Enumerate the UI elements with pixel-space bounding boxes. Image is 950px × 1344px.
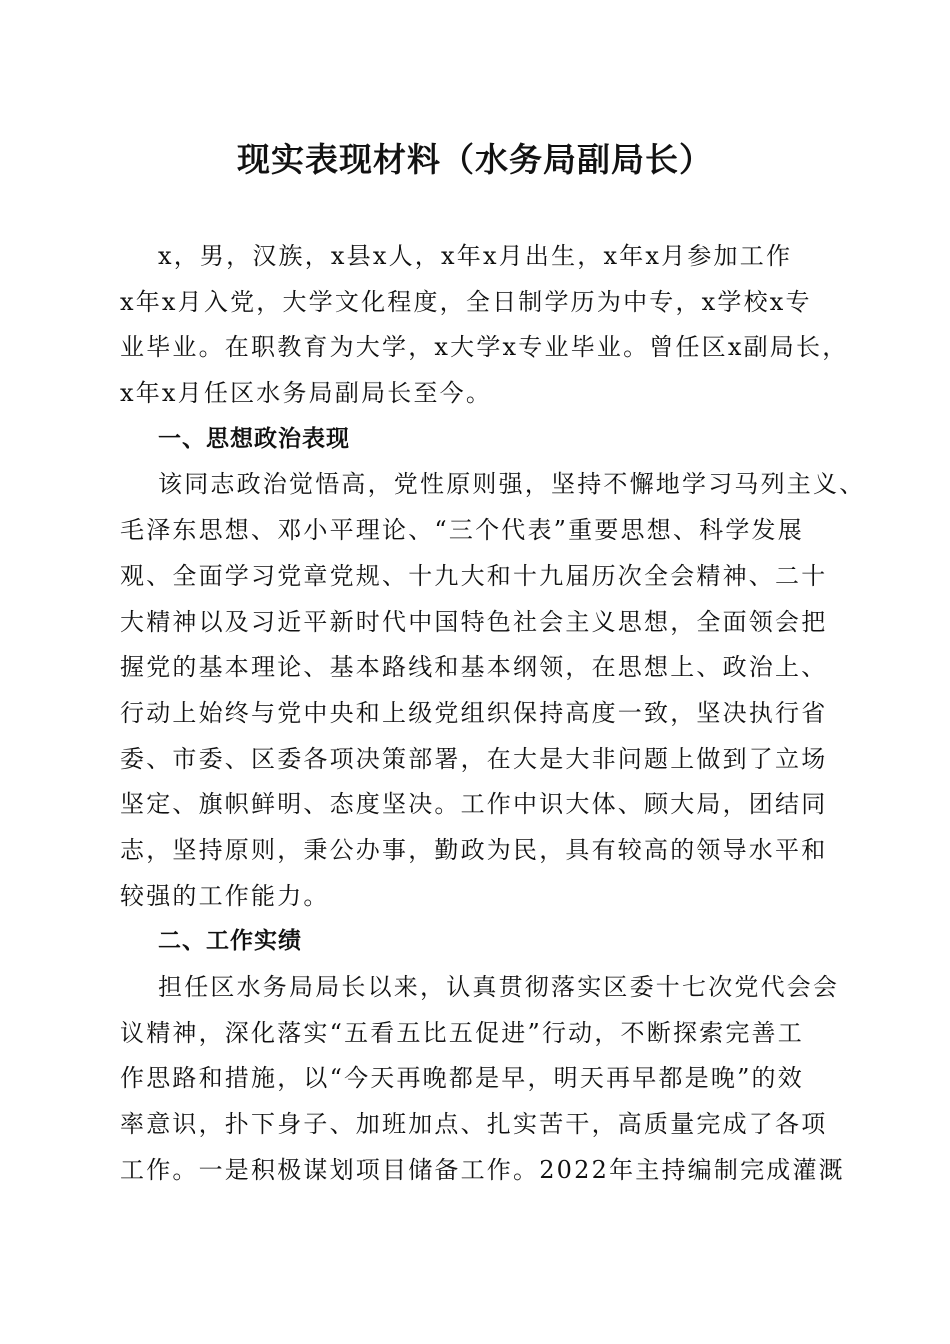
section-heading: 一、思想政治表现 [158,425,350,452]
paragraph-line: 作思路和措施，以“今天再晚都是早，明天再早都是晚”的效 [120,1064,804,1093]
paragraph-line: 观、全面学习党章党规、十九大和十九届历次全会精神、二十 [120,561,828,590]
paragraph-line: 大精神以及习近平新时代中国特色社会主义思想，全面领会把 [120,607,828,636]
paragraph-line: x年x月任区水务局副局长至今。 [120,379,493,408]
paragraph-line: 担任区水务局局长以来，认真贯彻落实区委十七次党代会会 [158,973,840,1001]
paragraph-line: 该同志政治觉悟高，党性原则强，坚持不懈地学习马列主义、 [158,470,866,499]
paragraph-line: 工作。一是积极谋划项目储备工作。2022年主持编制完成灌溉 [120,1155,845,1184]
paragraph-line: x，男，汉族，x县x人，x年x月出生，x年x月参加工作 [158,242,793,270]
paragraph-line: 坚定、旗帜鲜明、态度坚决。工作中识大体、顾大局，团结同 [120,790,828,819]
paragraph-line: 议精神，深化落实“五看五比五促进”行动，不断探索完善工 [120,1018,804,1047]
paragraph-line: 较强的工作能力。 [120,881,330,910]
paragraph-line: 志，坚持原则，秉公办事，勤政为民，具有较高的领导水平和 [120,835,828,864]
paragraph-line: 毛泽东思想、邓小平理论、“三个代表”重要思想、科学发展 [120,516,804,545]
paragraph-line: 握党的基本理论、基本路线和基本纲领，在思想上、政治上、 [120,653,828,682]
document-body [120,234,866,1193]
paragraph-line: 委、市委、区委各项决策部署，在大是大非问题上做到了立场 [120,744,828,773]
document-title: 现实表现材料（水务局副局长） [237,140,713,179]
paragraph-line: 率意识，扑下身子、加班加点、扎实苦干，高质量完成了各项 [120,1110,828,1139]
paragraph-line: 业毕业。在职教育为大学，x大学x专业毕业。曾任区x副局长， [120,333,849,362]
paragraph-line: 行动上始终与党中央和上级党组织保持高度一致，坚决执行省 [120,698,828,727]
paragraph-line: x年x月入党，大学文化程度，全日制学历为中专，x学校x专 [120,287,812,316]
section-heading: 二、工作实绩 [158,928,302,955]
